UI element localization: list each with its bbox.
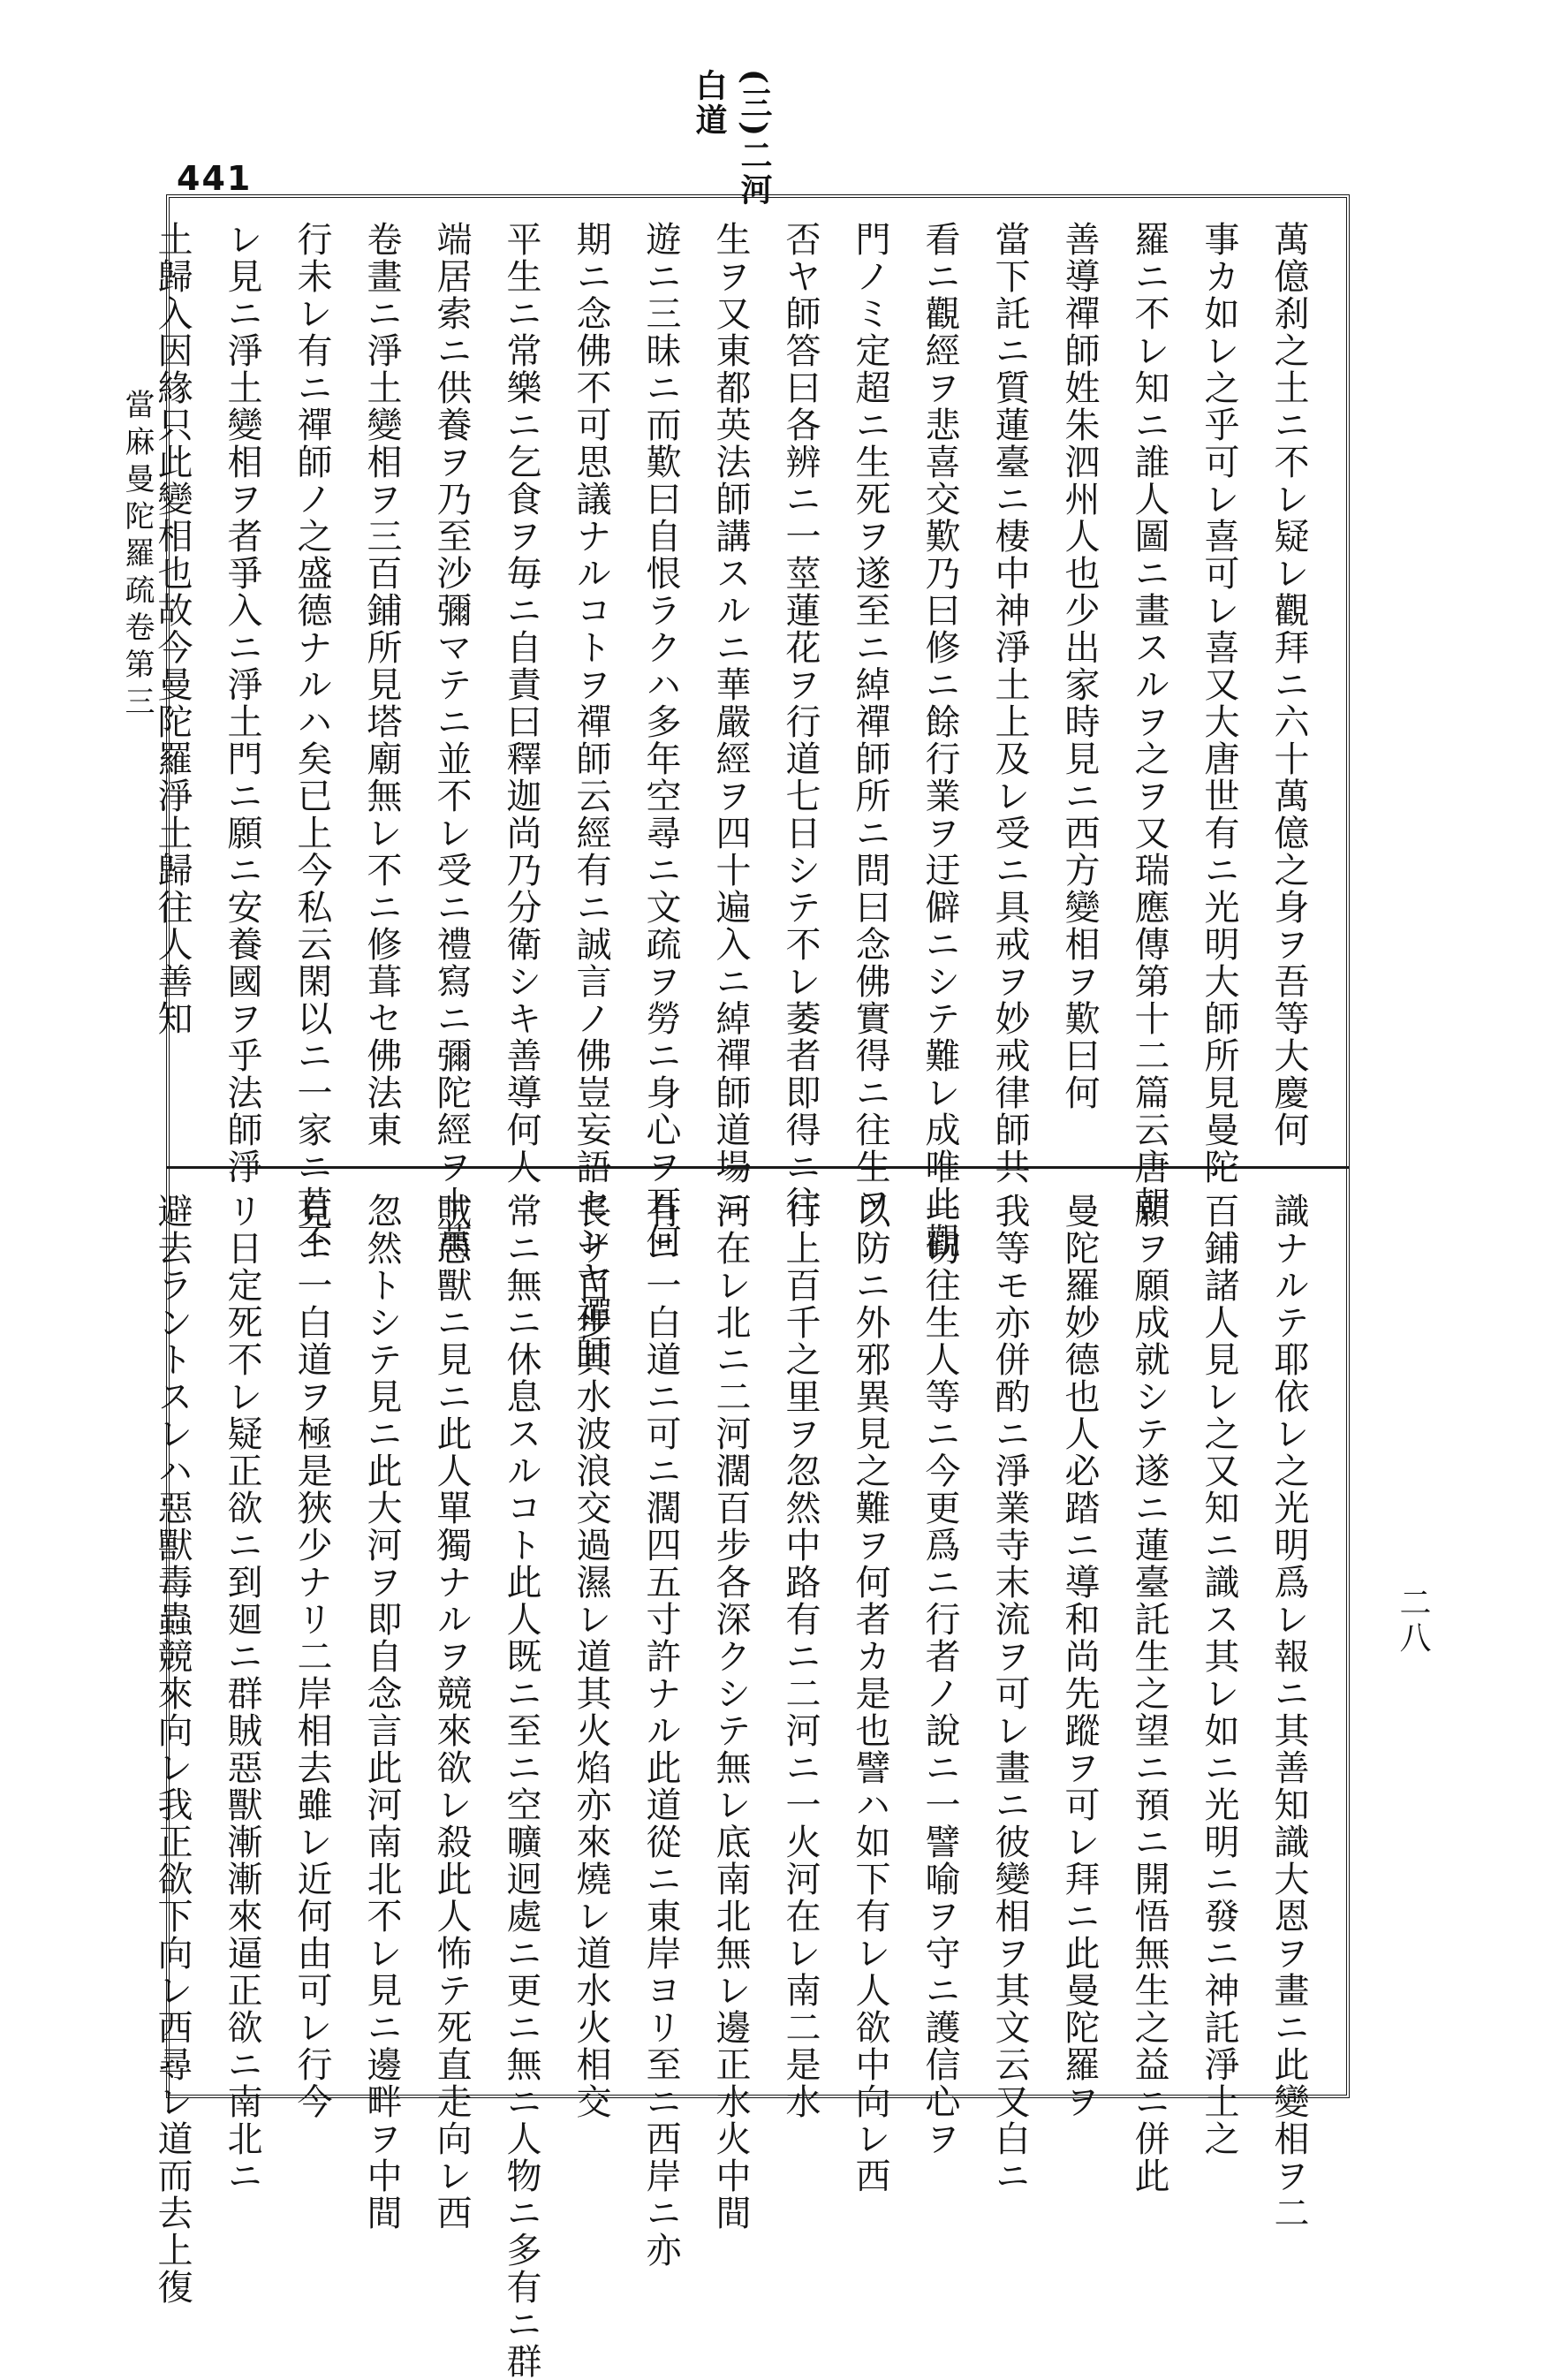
text-column: 曼陀羅妙德也人必踏ニ導和尚先蹤ヲ可レ拜ニ此曼陀羅ヲ (1059, 1193, 1100, 2120)
text-column: 期ニ念佛不可思議ナルコトヲ禪師云經有ニ誠言ノ佛豈妄語センヤ禪師 (571, 221, 611, 1371)
text-column: 河在レ北ニ二河濶百步各深クシテ無レ底南北無レ邊正水火中間 (710, 1193, 751, 2232)
block-divider (166, 1166, 1350, 1169)
text-column: 一切往生人等ニ今更爲ニ行者ノ說ニ一譬喻ヲ守ニ護信心ヲ (920, 1193, 960, 2157)
text-column: 土歸入因緣只此變相也故今曼陀羅淨土歸往人善知 (152, 221, 193, 1037)
text-column: 避去ラントスレハ惡獸毒蟲競來向レ我正欲下向レ西尋レ道而去上復 (152, 1193, 193, 2306)
text-column: 我等モ亦併酌ニ淨業寺末流ヲ可レ畫ニ彼變相ヲ其文云又白ニ (989, 1193, 1030, 2194)
text-column: 賊惡獸ニ見ニ此人單獨ナルヲ競來欲レ殺此人怖テ死直走向レ西 (431, 1193, 472, 2232)
text-column: 端居索ニ供養ヲ乃至沙彌マテニ並不レ受ニ禮寫ニ彌陀經ヲ十萬 (431, 221, 472, 1260)
text-column: 忽然トシテ見ニ此大河ヲ即自念言此河南北不レ見ニ邊畔ヲ中間 (361, 1193, 402, 2232)
text-column: 長サ百步其水波浪交過濕レ道其火焰亦來燒レ道水火相交 (571, 1193, 611, 2120)
text-column: 有ニ一白道ニ可ニ濶四五寸許ナル此道從ニ東岸ヨリ至ニ西岸ニ亦 (640, 1193, 681, 2269)
section-title: (三)二河白道 (691, 69, 773, 208)
text-column: 行上百千之里ヲ忽然中路有ニ二河ニ一火河在レ南二是水 (780, 1193, 821, 2120)
text-column: リ日定死不レ疑正欲ニ到廻ニ群賊惡獸漸漸來逼正欲ニ南北ニ (222, 1193, 262, 2194)
text-column: 見ニ一白道ヲ極是狹少ナリ二岸相去雖レ近何由可レ行今 (291, 1193, 332, 2120)
text-column: 行未レ有ニ禪師ノ之盛德ナルハ矣已上今私云閑以ニ一家ニ若不 (291, 221, 332, 1260)
text-column: 看ニ觀經ヲ悲喜交歎乃曰修ニ餘行業ヲ迂僻ニシテ難レ成唯此觀 (920, 221, 960, 1260)
running-head: 當麻曼陀羅疏卷第三 (119, 389, 155, 723)
text-column: 識ナルテ耶依レ之光明爲レ報ニ其善知識大恩ヲ畫ニ此變相ヲ二 (1268, 1193, 1309, 2232)
folio-number: 二八 (1395, 1586, 1431, 1656)
text-column: 羅ニ不レ知ニ誰人圖ニ畫スルヲ之ヲ又瑞應傳第十二篇云唐朝 (1129, 221, 1169, 1223)
lower-text-block (152, 1193, 1323, 2380)
text-column: 卷畫ニ淨土變相ヲ三百鋪所見塔廟無レ不ニ修葺セ佛法東 (361, 221, 402, 1148)
text-column: 當下託ニ質蓮臺ニ棲中神淨土上及レ受ニ具戒ヲ妙戒律師共 (989, 221, 1030, 1186)
text-column: 生ヲ又東都英法師講スルニ華嚴經ヲ四十遍入ニ綽禪師道場ニ (710, 221, 751, 1223)
upper-text-block (152, 221, 1323, 1371)
text-column: レ見ニ淨土變相ヲ者爭入ニ淨土門ニ願ニ安養國ヲ乎法師淨 (222, 221, 262, 1186)
text-column: 願ヲ願成就シテ遂ニ蓮臺託生之望ニ預ニ開悟無生之益ニ併此 (1129, 1193, 1169, 2194)
text-column: 常ニ無ニ休息スルコト此人既ニ至ニ空曠迥處ニ更ニ無ニ人物ニ多有ニ群 (501, 1193, 541, 2380)
text-column: 善導禪師姓朱泗州人也少出家時見ニ西方變相ヲ歎曰何 (1059, 221, 1100, 1111)
text-column: 以防ニ外邪異見之難ヲ何者カ是也譬ハ如下有レ人欲中向レ西 (850, 1193, 890, 2194)
text-column: 平生ニ常樂ニ乞食ヲ毎ニ自責曰釋迦尚乃分衛シキ善導何人 (501, 221, 541, 1186)
text-column: 百鋪諸人見レ之又知ニ識ス其レ如ニ光明ニ發ニ神託淨土之 (1199, 1193, 1239, 2157)
text-column: 遊ニ三昧ニ而歎曰自恨ラクハ多年空尋ニ文疏ヲ勞ニ身心ヲ耳何 (640, 221, 681, 1260)
text-column: 否ヤ師答曰各辨ニ一莖蓮花ヲ行道七日シテ不レ萎者即得ニ往 (780, 221, 821, 1223)
page-number: 441 (177, 159, 253, 198)
text-column: 萬億刹之土ニ不レ疑レ觀拜ニ六十萬億之身ヲ吾等大慶何 (1268, 221, 1309, 1148)
text-column: 事カ如レ之乎可レ喜可レ喜又大唐世有ニ光明大師所見曼陀 (1199, 221, 1239, 1186)
text-column: 門ノミ定超ニ生死ヲ遂至ニ綽禪師所ニ問曰念佛實得ニ往生ヲ (850, 221, 890, 1223)
